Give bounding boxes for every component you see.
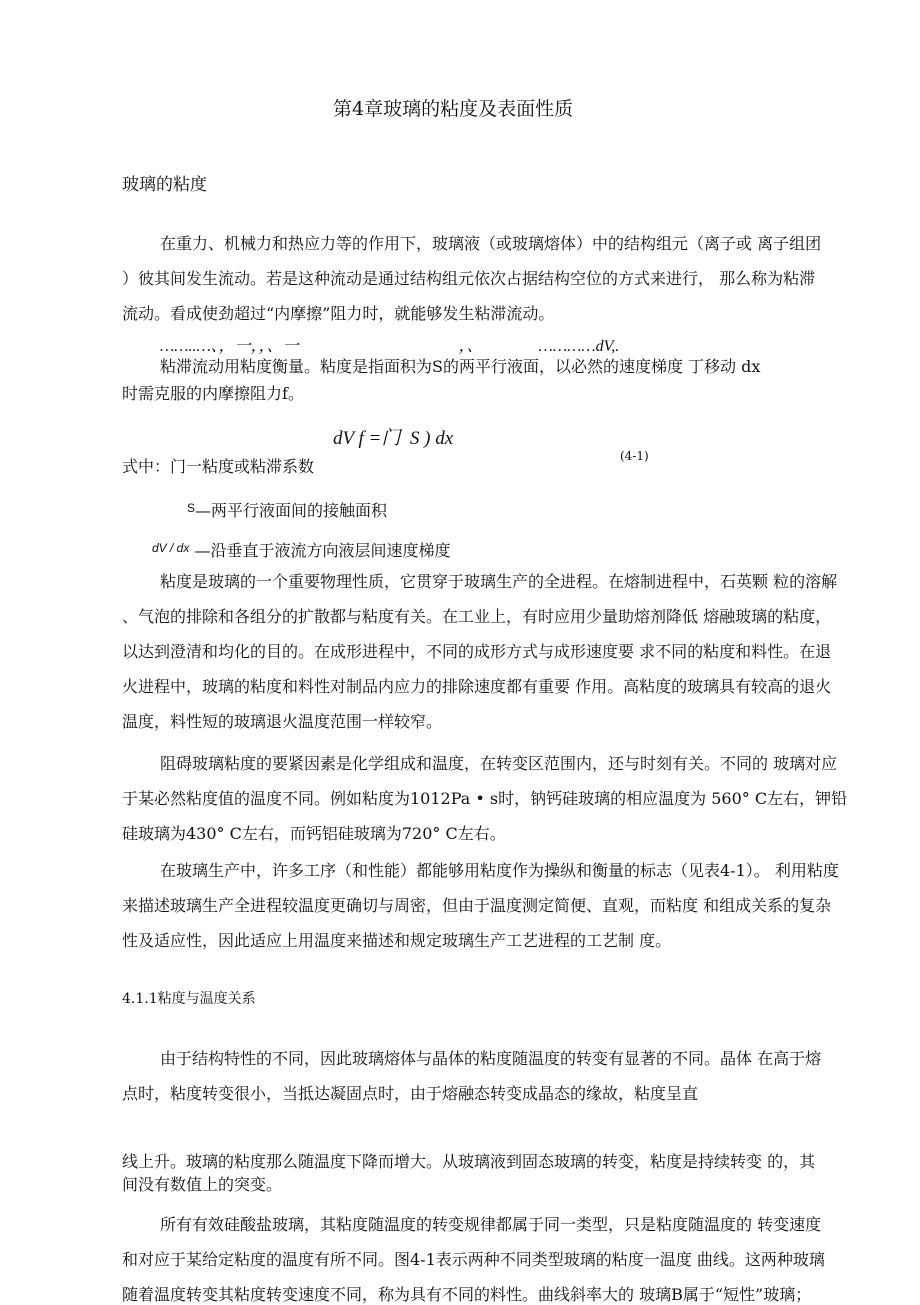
paragraph-line: 于某必然粘度值的温度不同。例如粘度为1012Pa • s时，钠钙硅玻璃的相应温度为 560° C左右，钾铅	[122, 789, 848, 808]
paragraph-line: 粘度是玻璃的一个重要物理性质，它贯穿于玻璃生产的全进程。在熔制进程中，石英颗 粒的溶解	[160, 572, 838, 591]
paragraph-line: 以达到澄清和均化的目的。在成形进程中，不同的成形方式与成形速度要 求不同的粘度和料性。在退	[122, 642, 832, 661]
paragraph-line: 、气泡的排除和各组分的扩散都与粘度有关。在工业上，有时应用少量助熔剂降低 熔融玻璃的粘度，	[122, 607, 832, 626]
paragraph-line: 阻碍玻璃粘度的要紧因素是化学组成和温度，在转变区范围内，还与时刻有关。不同的 玻璃对应	[160, 754, 838, 773]
paragraph-line: 由于结构特性的不同，因此玻璃熔体与晶体的粘度随温度的转变有显著的不同。晶体 在高于熔	[160, 1049, 822, 1068]
paragraph-line: 时需克服的内摩擦阻力f。	[122, 384, 304, 403]
paragraph-line: 点时，粘度转变很小，当抵达凝固点时，由于熔融态转变成晶态的缘故，粘度呈直	[122, 1084, 699, 1103]
subsection-heading: 4.1.1粘度与温度关系	[122, 991, 256, 1007]
definition-text: —沿垂直于液流方向液层间速度梯度	[189, 541, 451, 560]
definition-s	[187, 498, 387, 521]
paragraph-line: 火进程中，玻璃的粘度和料性对制品内应力的排除速度都有重要 作用。高粘度的玻璃具有较高的退火	[122, 677, 832, 696]
where-line: 式中：门一粘度或粘滞系数	[122, 457, 315, 476]
definition-text: —两平行液面间的接触面积	[195, 501, 388, 520]
definition-dv	[152, 538, 450, 561]
symbol-dv-dx: dV / dx	[152, 541, 190, 555]
paragraph-line: 性及适应性，因此适应上用温度来描述和规定玻璃生产工艺进程的工艺制 度。	[122, 931, 672, 950]
symbol-s: S	[187, 501, 196, 515]
formula-number: (4-1)	[620, 449, 649, 463]
paragraph-line: 随着温度转变其粘度转变速度不同，称为具有不同的料性。曲线斜率大的 玻璃B属于“短性”玻璃；	[122, 1285, 812, 1304]
paragraph-line: 温度，料性短的玻璃退火温度范围一样较窄。	[122, 712, 443, 731]
formula: dV f =门 S ) dx	[333, 428, 454, 449]
paragraph-line: ）彼其间发生流动。若是这种流动是通过结构组元依次占据结构空位的方式来进行， 那么称为粘滞	[122, 269, 816, 288]
paragraph-line: 流动。看成使劲超过“内摩擦”阻力时，就能够发生粘滞流动。	[122, 304, 555, 323]
paragraph-line: 粘滞流动用粘度衡量。粘度是指面积为S的两平行液面，以必然的速度梯度 丁移动 dx	[160, 357, 761, 376]
paragraph-line: 在玻璃生产中，许多工序（和性能）都能够用粘度作为操纵和衡量的标志（见表4-1）。 利用粘度	[160, 861, 839, 880]
paragraph-line: 所有有效硅酸盐玻璃，其粘度随温度的转变规律都属于同一类型，只是粘度随温度的 转变速度	[160, 1215, 822, 1234]
artifact-line: ……..…、，一，，、一 ，、 …………dV,.	[160, 338, 620, 355]
paragraph-line: 来描述玻璃生产全进程较温度更确切与周密，但由于温度测定简便、直观，而粘度 和组成关系的复杂	[122, 896, 832, 915]
page-title: 第4章玻璃的粘度及表面性质	[333, 98, 574, 120]
paragraph-line: 线上升。玻璃的粘度那么随温度下降而增大。从玻璃液到固态玻璃的转变，粘度是持续转变 的，其	[122, 1152, 816, 1171]
paragraph-line: 硅玻璃为430° C左右，而钙铝硅玻璃为720° C左右。	[122, 824, 506, 843]
section-heading: 玻璃的粘度	[122, 175, 207, 195]
paragraph-line: 和对应于某给定粘度的温度有所不同。图4-1表示两种不同类型玻璃的粘度一温度 曲线。这两种玻璃	[122, 1250, 825, 1269]
paragraph-line: 在重力、机械力和热应力等的作用下，玻璃液（或玻璃熔体）中的结构组元（离子或 离子组团	[160, 234, 822, 253]
paragraph-line: 间没有数值上的突变。	[122, 1175, 283, 1194]
